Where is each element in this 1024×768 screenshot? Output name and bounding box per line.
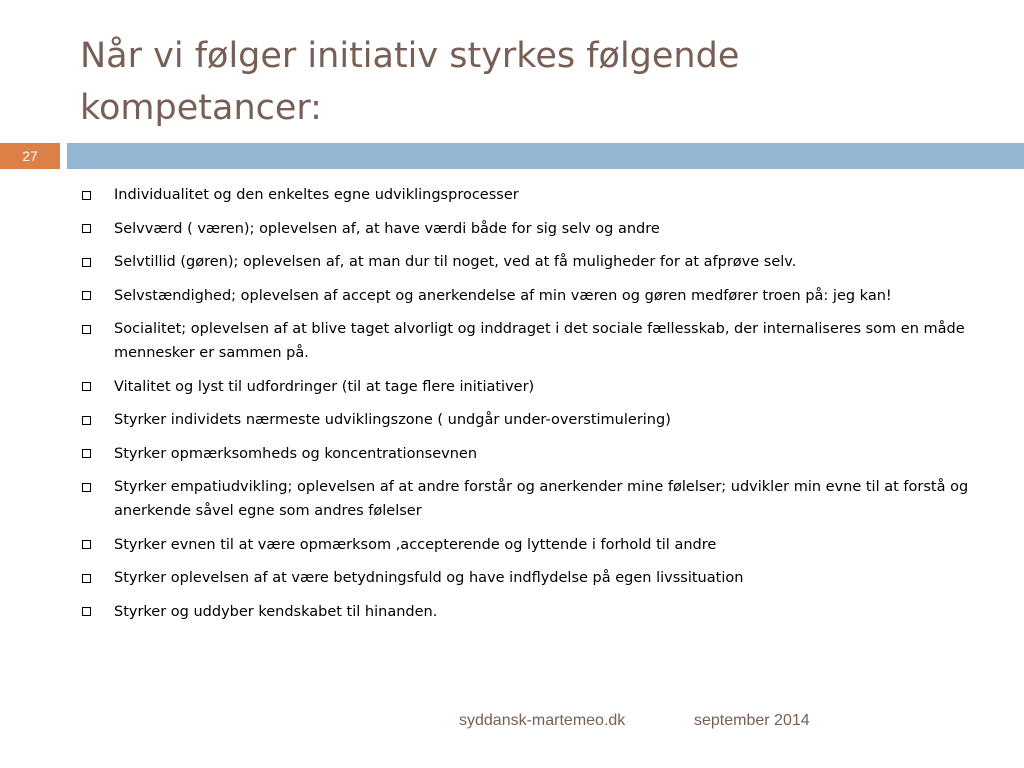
footer-date: september 2014 [694, 712, 810, 729]
slide-title: Når vi følger initiativ styrkes følgende kompetancer: [80, 36, 740, 128]
bullet-list [80, 183, 980, 633]
list-item [80, 375, 980, 399]
list-item [80, 183, 980, 207]
slide-number: 27 [22, 148, 38, 164]
bullet-text: Selvstændighed; oplevelsen af accept og anerkendelse af min væren og gøren medfører troen på: jeg kan! [114, 287, 892, 304]
hollow-square-icon [82, 607, 91, 616]
bullet-text: Selvtillid (gøren); oplevelsen af, at man dur til noget, ved at få muligheder for at afprøve selv. [114, 254, 797, 270]
bullet-text: Styrker og uddyber kendskabet til hinanden. [114, 603, 438, 620]
bullet-text: Socialitet; oplevelsen af at blive taget alvorligt og inddraget i det sociale fællesskab, der internaliseres som en måde mennesker er sammen på. [114, 321, 965, 361]
bullet-text: Individualitet og den enkeltes egne udviklingsprocesser [114, 187, 519, 203]
hollow-square-icon [82, 224, 91, 233]
list-item [80, 442, 980, 466]
footer-site: syddansk-martemeo.dk [459, 712, 626, 729]
list-item [80, 284, 980, 308]
list-item [80, 317, 980, 365]
hollow-square-icon [82, 191, 91, 200]
bullet-text: Styrker individets nærmeste udviklingszone ( undgår under-overstimulering) [114, 412, 671, 428]
list-item [80, 217, 980, 241]
list-item [80, 600, 980, 624]
bullet-text: Selvværd ( væren); oplevelsen af, at have værdi både for sig selv og andre [114, 220, 660, 237]
hollow-square-icon [82, 325, 91, 334]
hollow-square-icon [82, 540, 91, 549]
hollow-square-icon [82, 574, 91, 583]
bullet-text: Styrker opmærksomheds og koncentrationsevnen [114, 445, 478, 462]
bullet-text: Styrker evnen til at være opmærksom ,accepterende og lyttende i forhold til andre [114, 536, 717, 553]
list-item [80, 475, 980, 523]
bullet-text: Styrker empatiudvikling; oplevelsen af at andre forstår og anerkender mine følelser; udvikler min evne til at forstå og anerkende såvel egne som andres følelser [114, 479, 969, 519]
list-item [80, 533, 980, 557]
hollow-square-icon [82, 483, 91, 492]
hollow-square-icon [82, 416, 91, 425]
hollow-square-icon [82, 382, 91, 391]
list-item [80, 250, 980, 274]
hollow-square-icon [82, 449, 91, 458]
hollow-square-icon [82, 291, 91, 300]
bullet-text: Styrker oplevelsen af at være betydningsfuld og have indflydelse på egen livssituation [114, 570, 744, 586]
list-item [80, 408, 980, 432]
hollow-square-icon [82, 258, 91, 267]
list-item [80, 566, 980, 590]
bullet-text: Vitalitet og lyst til udfordringer (til at tage flere initiativer) [114, 378, 535, 395]
slide-number-badge [0, 143, 60, 169]
accent-bar [67, 143, 1024, 169]
